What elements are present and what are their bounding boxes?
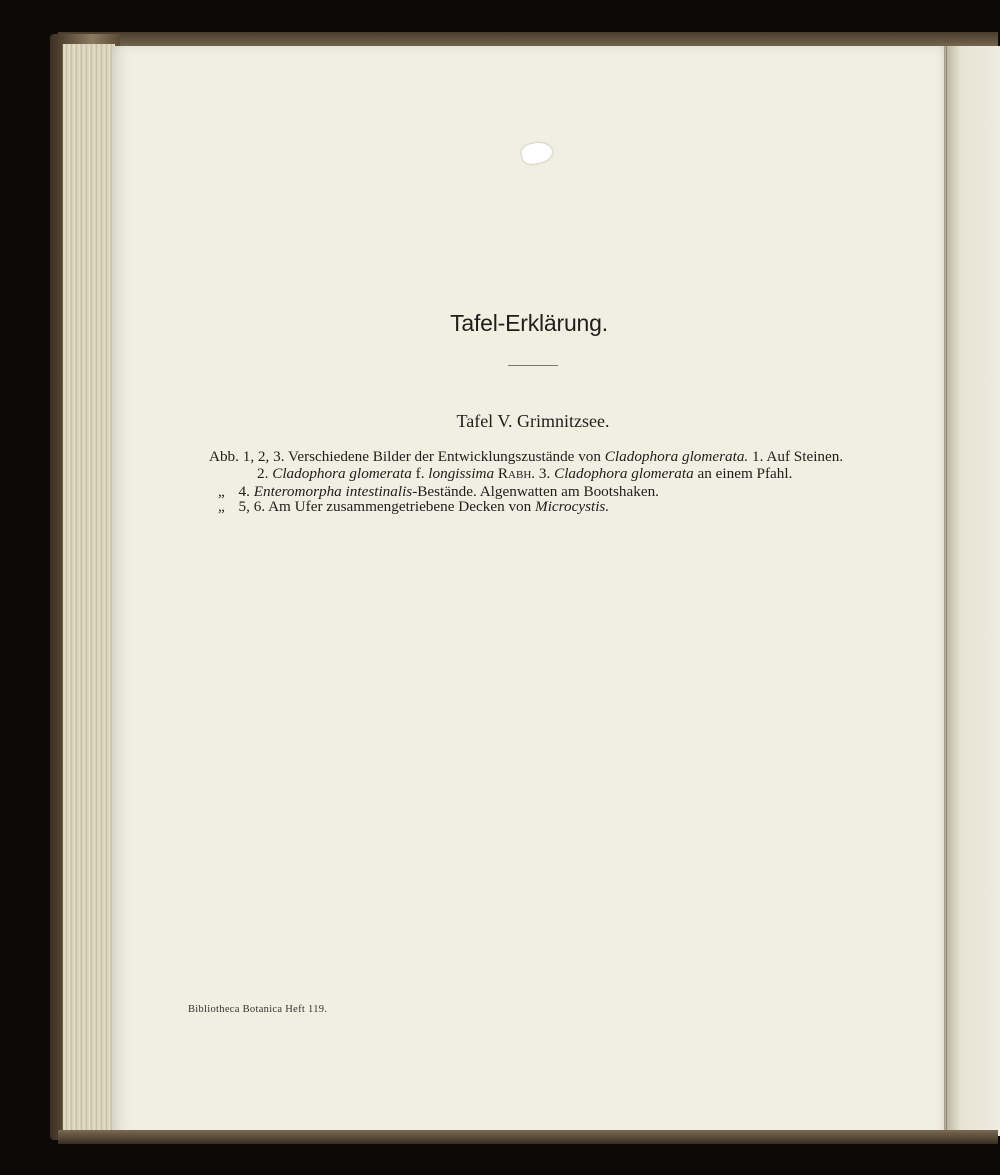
page-title: Tafel-Erklärung. (450, 310, 608, 336)
book-cover-bottom (58, 1130, 998, 1144)
page-footer: Bibliotheca Botanica Heft 119. (188, 1004, 328, 1015)
facing-page-edge (946, 46, 1000, 1136)
page-edges (62, 44, 115, 1132)
title-divider (508, 365, 558, 366)
legend-entry-2: „ 4. Enteromorpha intestinalis-Bestände. Algenwatten am Bootshaken. (218, 483, 659, 500)
legend-entry-1-continued: 2. Cladophora glomerata f. longissima Rabh. 3. Cladophora glomerata an einem Pfahl. (257, 465, 793, 482)
book-page (112, 46, 946, 1136)
legend-entry-1: Abb. 1, 2, 3. Verschiedene Bilder der Entwicklungszustände von Cladophora glomerata. 1. Auf Steinen. (209, 448, 844, 465)
plate-heading: Tafel V. Grimnitzsee. (456, 411, 610, 431)
legend-entry-3: „ 5, 6. Am Ufer zusammengetriebene Decken von Microcystis. (218, 498, 610, 515)
